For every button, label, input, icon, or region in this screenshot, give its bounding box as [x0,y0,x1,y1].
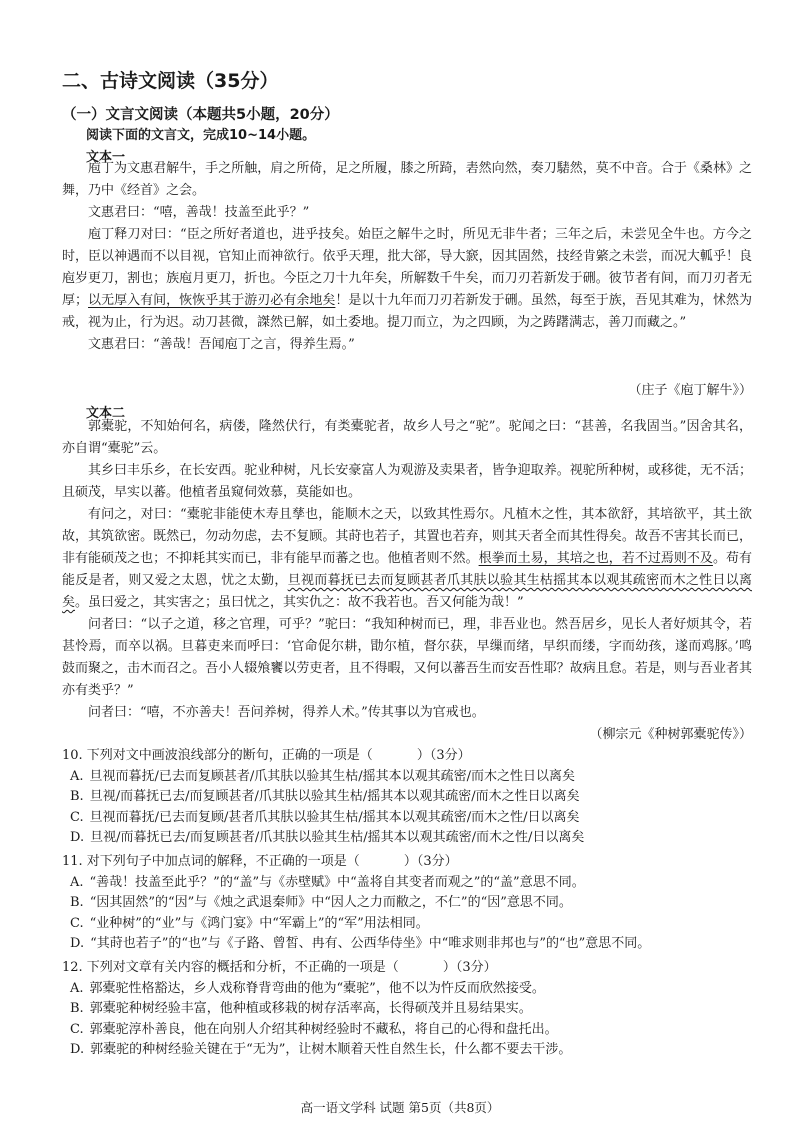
answer-option [70,1040,752,1061]
question-stem [62,852,752,873]
answer-option [70,999,752,1020]
question-text: 12. 下列对文章有关内容的概括和分析，不正确的一项是（ [62,960,399,975]
text1-paragraph [62,158,752,202]
question-points: ）（3分） [403,854,458,869]
underlined-phrase: 以无厚入有间，恢恢乎其于游刃必有余地矣 [88,293,336,308]
answer-option [70,767,752,788]
option-text: 郭橐驼淳朴善良，他在向别人介绍其种树经验时不藏私，将自己的心得和盘托出。 [89,1021,558,1037]
option-text: 旦视而暮抚/已去而复顾甚者/爪其肤以验其生枯/摇其本以观其疏密/而木之性日以离矣 [89,768,576,784]
text-run: ！是以十九年而刀刃若新发于硎。虽然，每至于族，吾见其难为，怵然为戒，视为止，行为迟。动刀甚微，謋然已解，如土委地。提刀而立，为之四顾，为之踌躇满志，善刀而藏之。” [62,293,752,330]
text-run: 庖丁为文惠君解牛，手之所触，肩之所倚，足之所履，膝之所踦，砉然向然，奏刀騞然，莫不中音。合于《桑林》之舞，乃中《经首》之会。 [62,161,752,198]
text-run: 问者曰：“以子之道，移之官理，可乎？”驼曰：“我知种树而已，理，非吾业也。然吾居乡，见长人者好烦其令，若甚怜焉，而卒以祸。旦暮吏来而呼曰：‘官命促尔耕，勖尔植，督尔获，早缫而绪，早织而缕，字而幼孩，遂而鸡豚。’鸣鼓而聚之，击木而召之。吾小人辍飧饔以劳吏者，且不得暇，又何以蕃吾生而安吾性耶？故病且怠。若是，则与吾业者其亦有类乎？” [62,617,752,698]
option-letter: B. [70,1001,84,1016]
text-run: 郭橐驼，不知始何名，病偻，隆然伏行，有类橐驼者，故乡人号之“驼”。驼闻之曰：“甚善，名我固当。”因舍其名，亦自谓“橐驼”云。 [62,419,752,456]
text1-paragraph [62,224,752,334]
question-text: 11. 对下列句子中加点词的解释，不正确的一项是（ [62,854,360,869]
question-12 [62,958,752,1061]
option-letter: D. [70,936,85,951]
option-text: 旦视/而暮抚已去/而复顾甚者/爪其肤以验其生枯/摇其本以观其疏密/而木之性日以离矣 [89,789,580,804]
option-text: “其莳也若子”的“也”与《子路、曾皙、冉有、公西华侍坐》中“唯求则非邦也与”的“也”意思不同。 [90,936,651,951]
question-text: 10. 下列对文中画波浪线部分的断句，正确的一项是（ [62,748,373,763]
text1-label: 文本一 [86,150,126,165]
answer-option [70,808,752,829]
option-text: “善哉！技盖至此乎？”的“盖”与《赤壁赋》中“盖将自其变者而观之”的“盖”意思不同。 [89,874,585,890]
option-letter: D. [70,1042,85,1057]
text2-paragraph [62,614,752,702]
option-letter: A. [70,980,84,996]
text2-body [62,416,752,724]
text2-source: （柳宗元《种树郭橐驼传》） [589,727,752,742]
option-letter: B. [70,895,84,910]
answer-option [70,914,752,935]
question-10 [62,746,752,849]
text1-paragraph [62,202,752,224]
option-letter: A. [70,874,84,890]
option-text: 旦视而暮抚/已去而复顾/甚者爪其肤以验其生枯/摇其本以观其疏密/而木之性/日以离矣 [89,809,580,825]
text-run: 其乡曰丰乐乡，在长安西。驼业种树，凡长安豪富人为观游及卖果者，皆争迎取养。视驼所种树，或移徙，无不活；且硕茂，早实以蕃。他植者虽窥伺效慕，莫能如也。 [62,463,752,500]
question-points: ）（3分） [442,960,497,975]
text-run: 有问之，对曰：“橐驼非能使木寿且孳也，能顺木之天，以致其性焉尔。凡植木之性，其本欲舒，其培欲平，其土欲故，其筑欲密。既然已，勿动勿虑，去不复顾。其莳也若子，其置也若弃，则其天者全而其性得矣。故吾不害其长而已，非有能硕茂之也；不抑耗其实而已，非有能早而蕃之也。他植者则不然。 [62,507,752,566]
answer-option [70,934,752,955]
underlined-phrase: 根拳而土易，其培之也，若不过焉则不及 [478,551,713,566]
instruction: 阅读下面的文言文，完成10~14小题。 [86,128,316,143]
option-letter: C. [70,1021,84,1037]
option-text: 郭橐驼种树经验丰富，他种植或移栽的树存活率高，长得硕茂并且易结果实。 [89,1001,532,1016]
text-run: 。苟有能反是者，则又爱之太恩，忧之太勤， [62,551,752,588]
wavy-underlined-phrase: 旦视而暮抚已去而复顾甚者爪其肤以验其生枯摇其本以观其疏密而木之性日以离矣 [62,573,752,610]
section-title: 二、古诗文阅读（35分） [62,70,279,92]
option-letter: B. [70,789,84,804]
text2-paragraph [62,702,752,724]
answer-option [70,787,752,808]
subsection-title: （一）文言文阅读（本题共5小题，20分） [62,107,339,123]
option-letter: C. [70,809,84,825]
text1-body [62,158,752,356]
text2-paragraph [62,460,752,504]
text-run: 文惠君曰：“善哉！吾闻庖丁之言，得养生焉。” [88,337,355,352]
answer-option [70,873,752,894]
option-letter: D. [70,830,85,845]
text-run: 庖丁释刀对曰：“臣之所好者道也，进乎技矣。始臣之解牛之时，所见无非牛者；三年之后，未尝见全牛也。方今之时，臣以神遇而不以目视，官知止而神欲行。依乎天理，批大郤，导大窾，因其固然，技经肯綮之未尝，而况大軱乎！良庖岁更刀，割也；族庖月更刀，折也。今臣之刀十九年矣，所解数千牛矣，而刀刃若新发于硎。彼节者有间，而刀刃者无厚； [62,227,752,308]
text2-label: 文本二 [86,406,126,421]
text2-paragraph [62,504,752,614]
text-run: 。虽曰爱之，其实害之；虽曰忧之，其实仇之：故不我若也。吾又何能为哉！” [75,595,524,610]
text-run: 问者曰：“嘻，不亦善夫！吾问养树，得养人术。”传其事以为官戒也。 [88,705,485,720]
page-footer: 高一语文学科 试题 第5页（共8页） [300,1100,500,1115]
option-letter: A. [70,768,84,784]
text-run: 文惠君曰：“嘻，善哉！技盖至此乎？” [88,205,310,220]
question-stem [62,746,752,767]
option-text: 郭橐驼的种树经验关键在于“无为”，让树木顺着天性自然生长，什么都不要去干涉。 [90,1042,572,1057]
text1-source: （庄子《庖丁解牛》） [628,383,752,398]
option-letter: C. [70,915,84,931]
option-text: 旦视/而暮抚已去/而复顾甚者/爪其肤以验其生枯/摇其本以观其疏密/而木之性/日以离矣 [90,830,585,845]
answer-option [70,893,752,914]
question-stem [62,958,752,979]
option-text: 郭橐驼性格豁达，乡人戏称脊背弯曲的他为“橐驼”，他不以为忤反而欣然接受。 [89,980,545,996]
text2-paragraph [62,416,752,460]
option-text: “业种树”的“业”与《鸿门宴》中“军霸上”的“军”用法相同。 [89,915,429,931]
question-11 [62,852,752,955]
answer-option [70,1020,752,1041]
question-points: ）（3分） [416,748,471,763]
answer-option [70,828,752,849]
answer-option [70,979,752,1000]
option-text: “因其固然”的“因”与《烛之武退秦师》中“因人之力而敝之，不仁”的“因”意思不同。 [89,895,572,910]
text1-paragraph [62,334,752,356]
